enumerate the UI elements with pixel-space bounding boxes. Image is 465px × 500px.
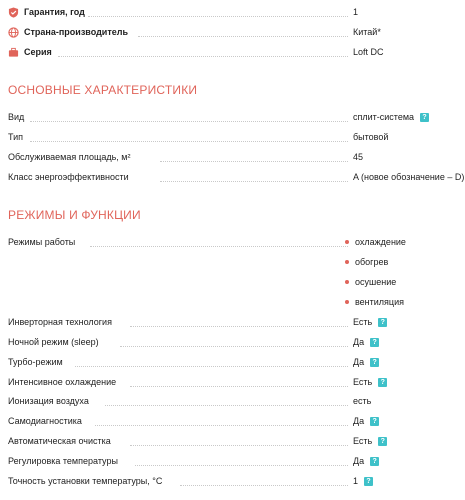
help-icon[interactable]: ? <box>420 113 429 122</box>
dotted-leader <box>135 465 348 466</box>
spec-label: Тип <box>8 132 24 142</box>
spec-label: Ионизация воздуха <box>8 396 89 406</box>
help-icon[interactable]: ? <box>378 378 387 387</box>
spec-value: Да ? <box>353 352 379 372</box>
dotted-leader <box>160 161 348 162</box>
mode-list-item: охлаждение <box>345 232 406 252</box>
dotted-leader <box>88 16 348 17</box>
spec-label: Интенсивное охлаждение <box>8 377 117 387</box>
spec-value: 1 ? <box>353 471 373 491</box>
spec-value: Есть ? <box>353 312 387 332</box>
dotted-leader <box>180 485 348 486</box>
spec-row-warranty <box>8 2 465 22</box>
spec-label: Режимы работы <box>8 237 76 247</box>
dotted-leader <box>120 346 348 347</box>
spec-row-country <box>8 22 465 42</box>
help-icon[interactable]: ? <box>378 318 387 327</box>
section-title-modes: РЕЖИМЫ И ФУНКЦИИ <box>8 208 141 222</box>
spec-row <box>8 127 465 147</box>
help-icon[interactable]: ? <box>370 457 379 466</box>
spec-value: бытовой <box>353 132 389 142</box>
spec-row-series <box>8 42 465 62</box>
spec-value: Да ? <box>353 451 379 471</box>
help-icon[interactable]: ? <box>370 417 379 426</box>
spec-label: Автоматическая очистка <box>8 436 111 446</box>
bullet-icon <box>345 280 349 284</box>
spec-row <box>8 451 465 471</box>
mode-list-item: осушение <box>345 272 396 292</box>
spec-value: Loft DC <box>353 47 384 57</box>
bullet-icon <box>345 240 349 244</box>
dotted-leader <box>90 246 348 247</box>
dotted-leader <box>130 386 348 387</box>
spec-value: A (новое обозначение – D) <box>353 172 465 182</box>
spec-row <box>8 352 465 372</box>
spec-value: Да ? <box>353 332 379 352</box>
spec-value: Китай* <box>353 27 381 37</box>
spec-value: есть <box>353 396 372 406</box>
spec-label: Турбо-режим <box>8 357 63 367</box>
spec-label: Вид <box>8 112 25 122</box>
spec-row <box>8 391 465 411</box>
spec-row <box>8 372 465 392</box>
spec-label: Страна-производитель <box>24 27 128 37</box>
dotted-leader <box>58 56 348 57</box>
help-icon[interactable]: ? <box>370 358 379 367</box>
spec-row <box>8 332 465 352</box>
spec-label: Класс энергоэффективности <box>8 172 129 182</box>
spec-value: Да ? <box>353 411 379 431</box>
dotted-leader <box>138 36 348 37</box>
spec-row <box>8 167 465 187</box>
spec-value: Есть ? <box>353 431 387 451</box>
section-title-main: ОСНОВНЫЕ ХАРАКТЕРИСТИКИ <box>8 83 198 97</box>
dotted-leader <box>30 121 348 122</box>
spec-row <box>8 107 465 127</box>
dotted-leader <box>160 181 348 182</box>
dotted-leader <box>30 141 348 142</box>
spec-value: 45 <box>353 152 364 162</box>
spec-label: Серия <box>24 47 52 57</box>
help-icon[interactable]: ? <box>378 437 387 446</box>
spec-label: Ночной режим (sleep) <box>8 337 99 347</box>
help-icon[interactable]: ? <box>364 477 373 486</box>
spec-row <box>8 312 465 332</box>
spec-label: Точность установки температуры, °C <box>8 476 163 486</box>
help-icon[interactable]: ? <box>370 338 379 347</box>
spec-row <box>8 411 465 431</box>
spec-value: сплит-система ? <box>353 107 429 127</box>
spec-row <box>8 471 465 491</box>
dotted-leader <box>130 445 348 446</box>
bullet-icon <box>345 260 349 264</box>
spec-label: Гарантия, год <box>24 7 85 17</box>
dotted-leader <box>75 366 348 367</box>
spec-label: Регулировка температуры <box>8 456 118 466</box>
spec-label: Обслуживаемая площадь, м² <box>8 152 131 162</box>
bullet-icon <box>345 300 349 304</box>
spec-value: Есть ? <box>353 372 387 392</box>
spec-row <box>8 147 465 167</box>
spec-value: 1 <box>353 7 359 17</box>
dotted-leader <box>95 425 348 426</box>
dotted-leader <box>130 326 348 327</box>
dotted-leader <box>105 405 348 406</box>
mode-list-item: обогрев <box>345 252 388 272</box>
spec-label: Самодиагностика <box>8 416 82 426</box>
mode-list-item: вентиляция <box>345 292 404 312</box>
spec-row <box>8 431 465 451</box>
spec-label: Инверторная технология <box>8 317 112 327</box>
